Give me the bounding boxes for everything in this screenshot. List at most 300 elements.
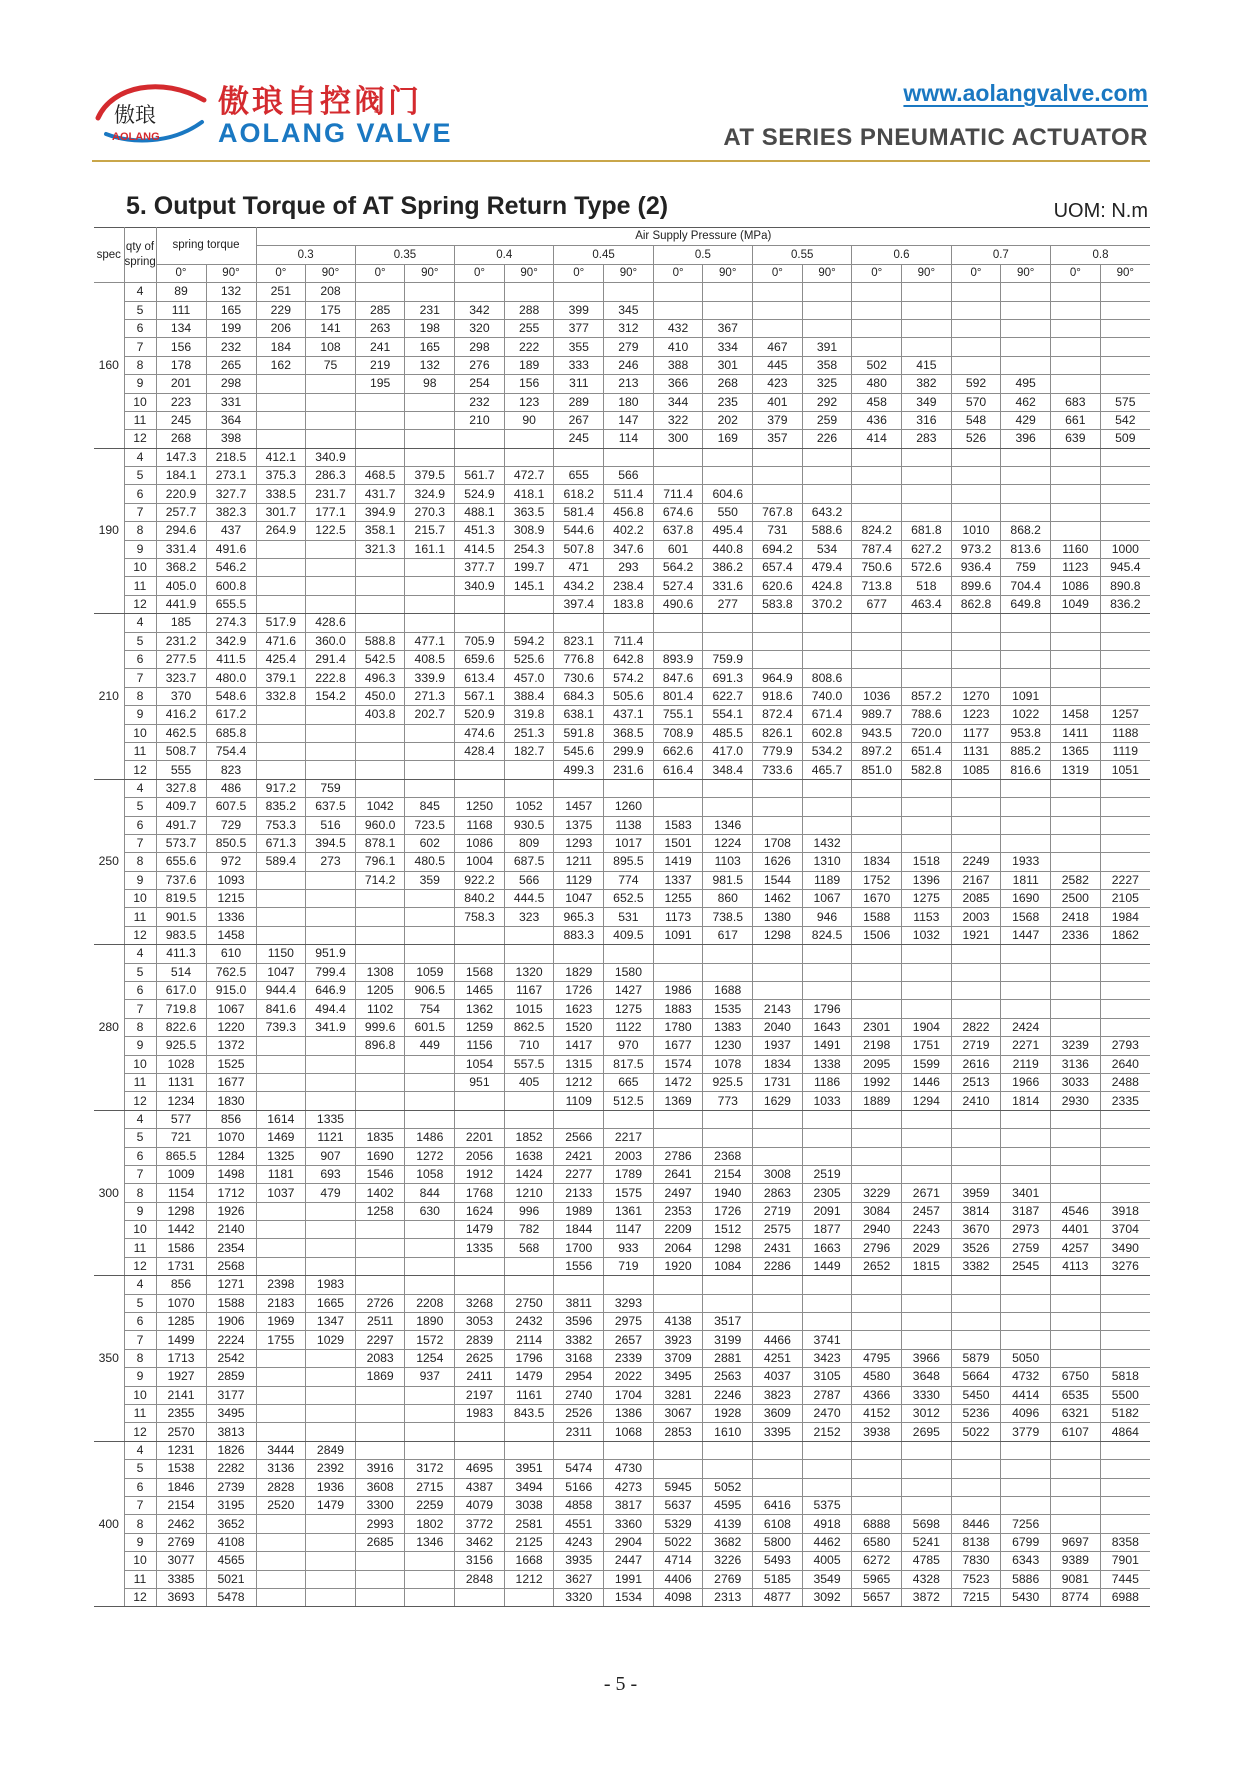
torque-cell: 3811 [554, 1294, 604, 1312]
torque-cell: 1904 [902, 1018, 952, 1036]
torque-cell: 2040 [753, 1018, 803, 1036]
torque-cell: 2152 [802, 1423, 852, 1441]
torque-cell: 156 [504, 375, 554, 393]
torque-cell: 5430 [1001, 1588, 1051, 1606]
table-row [94, 1331, 1150, 1349]
brand-name-chinese: 傲琅自控阀门 [218, 84, 422, 120]
torque-cell: 2095 [852, 1055, 902, 1073]
torque-cell [405, 283, 455, 301]
torque-cell [902, 1276, 952, 1294]
torque-cell: 4918 [802, 1515, 852, 1533]
torque-cell: 1442 [156, 1221, 206, 1239]
torque-cell: 534.2 [802, 742, 852, 760]
torque-cell: 1479 [306, 1496, 356, 1514]
torque-cell: 3281 [653, 1386, 703, 1404]
torque-cell: 1093 [206, 871, 256, 889]
torque-cell [504, 926, 554, 944]
torque-cell: 1335 [306, 1110, 356, 1128]
torque-cell [951, 1478, 1001, 1496]
torque-cell [902, 1460, 952, 1478]
torque-cell: 617.0 [156, 982, 206, 1000]
torque-cell: 1768 [455, 1184, 505, 1202]
torque-cell: 617 [703, 926, 753, 944]
torque-cell: 263 [355, 319, 405, 337]
qty-cell: 12 [124, 1092, 156, 1110]
torque-cell: 1989 [554, 1202, 604, 1220]
torque-cell: 755.1 [653, 706, 703, 724]
torque-cell [1100, 945, 1150, 963]
torque-cell [852, 1478, 902, 1496]
torque-cell: 2457 [902, 1202, 952, 1220]
torque-cell: 1372 [206, 1037, 256, 1055]
torque-cell: 3195 [206, 1496, 256, 1514]
torque-cell: 1498 [206, 1165, 256, 1183]
torque-cell [1051, 614, 1101, 632]
torque-cell [852, 945, 902, 963]
qty-cell: 5 [124, 1129, 156, 1147]
torque-cell: 1479 [504, 1368, 554, 1386]
torque-cell [753, 1110, 803, 1128]
torque-cell: 1147 [604, 1221, 654, 1239]
torque-cell: 862.8 [951, 595, 1001, 613]
torque-cell [1051, 1496, 1101, 1514]
torque-cell [306, 595, 356, 613]
torque-cell: 332.8 [256, 687, 306, 705]
torque-cell: 162 [256, 356, 306, 374]
torque-cell: 617.2 [206, 706, 256, 724]
torque-cell: 953.8 [1001, 724, 1051, 742]
torque-cell [653, 1110, 703, 1128]
qty-cell: 9 [124, 1037, 156, 1055]
torque-cell [504, 283, 554, 301]
torque-cell: 1670 [852, 890, 902, 908]
torque-cell: 665 [604, 1073, 654, 1091]
torque-cell: 4079 [455, 1496, 505, 1514]
torque-cell: 582.8 [902, 761, 952, 779]
torque-cell: 1826 [206, 1441, 256, 1459]
torque-cell: 2719 [951, 1037, 1001, 1055]
torque-cell: 762.5 [206, 963, 256, 981]
torque-cell [1051, 669, 1101, 687]
torque-cell: 169 [703, 430, 753, 448]
torque-cell: 274.3 [206, 614, 256, 632]
torque-cell: 5052 [703, 1478, 753, 1496]
torque-cell: 3444 [256, 1441, 306, 1459]
torque-cell [1001, 1460, 1051, 1478]
torque-cell: 348.4 [703, 761, 753, 779]
torque-cell [951, 1331, 1001, 1349]
torque-cell [405, 430, 455, 448]
torque-cell [306, 1423, 356, 1441]
torque-cell [455, 283, 505, 301]
torque-cell [455, 614, 505, 632]
torque-cell [355, 614, 405, 632]
torque-cell: 8774 [1051, 1588, 1101, 1606]
torque-cell [1001, 301, 1051, 319]
torque-cell: 199.7 [504, 559, 554, 577]
torque-cell [405, 926, 455, 944]
torque-cell: 2217 [604, 1129, 654, 1147]
torque-cell: 218.5 [206, 448, 256, 466]
torque-cell: 340.9 [455, 577, 505, 595]
torque-cell: 1068 [604, 1423, 654, 1441]
torque-cell [1001, 1331, 1051, 1349]
torque-cell [1100, 650, 1150, 668]
torque-cell: 405.0 [156, 577, 206, 595]
torque-cell [802, 816, 852, 834]
torque-cell [306, 1037, 356, 1055]
torque-cell: 4152 [852, 1405, 902, 1423]
torque-cell [653, 301, 703, 319]
torque-cell: 1479 [455, 1221, 505, 1239]
torque-cell [703, 1294, 753, 1312]
torque-cell [256, 1588, 306, 1606]
torque-cell: 177.1 [306, 503, 356, 521]
spec-cell: 210 [94, 614, 124, 780]
torque-cell: 1983 [306, 1276, 356, 1294]
table-row [94, 926, 1150, 944]
torque-cell: 4387 [455, 1478, 505, 1496]
torque-cell: 232 [455, 393, 505, 411]
torque-cell [852, 1129, 902, 1147]
torque-cell [306, 1055, 356, 1073]
pressure-header-cell: 0.8 [1051, 246, 1151, 264]
qty-cell: 10 [124, 724, 156, 742]
torque-cell [355, 1441, 405, 1459]
torque-cell: 1677 [206, 1073, 256, 1091]
torque-cell [455, 1092, 505, 1110]
angle-header-cell: 0° [951, 264, 1001, 282]
torque-cell: 3916 [355, 1460, 405, 1478]
torque-cell [852, 963, 902, 981]
torque-cell [405, 1221, 455, 1239]
torque-cell: 1469 [256, 1129, 306, 1147]
torque-cell: 1966 [1001, 1073, 1051, 1091]
torque-cell: 7830 [951, 1552, 1001, 1570]
torque-cell: 301.7 [256, 503, 306, 521]
qty-cell: 9 [124, 375, 156, 393]
table-row [94, 706, 1150, 724]
torque-cell: 2769 [703, 1570, 753, 1588]
torque-cell: 183.8 [604, 595, 654, 613]
torque-cell: 273.1 [206, 467, 256, 485]
torque-cell: 759 [1001, 559, 1051, 577]
torque-cell: 5021 [206, 1570, 256, 1588]
torque-cell [653, 1276, 703, 1294]
torque-cell: 6799 [1001, 1533, 1051, 1551]
torque-cell: 1446 [902, 1073, 952, 1091]
torque-cell [1100, 467, 1150, 485]
torque-cell: 468.5 [355, 467, 405, 485]
torque-cell: 423 [753, 375, 803, 393]
torque-cell: 409.5 [604, 926, 654, 944]
torque-cell: 441.9 [156, 595, 206, 613]
table-row [94, 853, 1150, 871]
torque-cell: 1937 [753, 1037, 803, 1055]
torque-cell: 2227 [1100, 871, 1150, 889]
torque-cell [504, 1092, 554, 1110]
torque-cell [1100, 1276, 1150, 1294]
qty-cell: 9 [124, 1202, 156, 1220]
torque-cell: 899.6 [951, 577, 1001, 595]
torque-cell: 1688 [703, 982, 753, 1000]
torque-cell: 1365 [1051, 742, 1101, 760]
torque-cell: 2029 [902, 1239, 952, 1257]
torque-cell [306, 1073, 356, 1091]
torque-cell: 1059 [405, 963, 455, 981]
torque-cell: 1626 [753, 853, 803, 871]
table-body [94, 283, 1150, 1607]
air-pressure-header: Air Supply Pressure (MPa) [256, 228, 1150, 246]
torque-cell: 2064 [653, 1239, 703, 1257]
torque-cell: 1386 [604, 1405, 654, 1423]
torque-cell: 3596 [554, 1313, 604, 1331]
torque-cell: 2297 [355, 1331, 405, 1349]
torque-cell: 2056 [455, 1147, 505, 1165]
qty-cell: 11 [124, 908, 156, 926]
torque-cell: 759.9 [703, 650, 753, 668]
torque-cell: 3938 [852, 1423, 902, 1441]
torque-cell: 731 [753, 522, 803, 540]
torque-cell [1001, 467, 1051, 485]
angle-header-cell: 0° [852, 264, 902, 282]
torque-cell: 3494 [504, 1478, 554, 1496]
torque-cell: 801.4 [653, 687, 703, 705]
torque-cell: 210 [455, 411, 505, 429]
torque-cell: 826.1 [753, 724, 803, 742]
torque-cell: 918.6 [753, 687, 803, 705]
torque-cell: 1383 [703, 1018, 753, 1036]
torque-cell: 3084 [852, 1202, 902, 1220]
torque-cell: 4730 [604, 1460, 654, 1478]
torque-cell [355, 430, 405, 448]
torque-cell: 6272 [852, 1552, 902, 1570]
torque-cell [1100, 1441, 1150, 1459]
torque-cell: 2975 [604, 1313, 654, 1331]
torque-cell: 5965 [852, 1570, 902, 1588]
torque-cell [653, 1441, 703, 1459]
torque-cell: 1599 [902, 1055, 952, 1073]
torque-cell [355, 1239, 405, 1257]
torque-cell [1001, 448, 1051, 466]
torque-cell: 531 [604, 908, 654, 926]
torque-cell: 4406 [653, 1570, 703, 1588]
torque-cell: 238.4 [604, 577, 654, 595]
torque-cell [951, 650, 1001, 668]
torque-cell: 4466 [753, 1331, 803, 1349]
torque-cell [902, 503, 952, 521]
torque-cell: 480.0 [206, 669, 256, 687]
torque-cell: 1424 [504, 1165, 554, 1183]
torque-cell: 1883 [653, 1000, 703, 1018]
torque-cell [256, 393, 306, 411]
torque-cell [256, 1368, 306, 1386]
torque-cell [1051, 1129, 1101, 1147]
torque-cell: 773 [703, 1092, 753, 1110]
torque-cell: 5879 [951, 1349, 1001, 1367]
website-link[interactable]: www.aolangvalve.com [903, 80, 1148, 106]
torque-cell: 655.5 [206, 595, 256, 613]
table-row [94, 614, 1150, 632]
torque-cell [256, 761, 306, 779]
torque-cell [355, 1073, 405, 1091]
torque-cell: 607.5 [206, 798, 256, 816]
torque-cell: 411.3 [156, 945, 206, 963]
torque-cell: 808.6 [802, 669, 852, 687]
torque-cell: 627.2 [902, 540, 952, 558]
torque-cell: 970 [604, 1037, 654, 1055]
torque-cell: 1224 [703, 834, 753, 852]
torque-cell: 546.2 [206, 559, 256, 577]
qty-cell: 4 [124, 448, 156, 466]
torque-cell: 5493 [753, 1552, 803, 1570]
table-row [94, 1588, 1150, 1606]
torque-cell [1051, 356, 1101, 374]
torque-cell: 3276 [1100, 1257, 1150, 1275]
torque-cell: 604.6 [703, 485, 753, 503]
torque-cell: 388.4 [504, 687, 554, 705]
torque-cell: 2271 [1001, 1037, 1051, 1055]
torque-cell: 5375 [802, 1496, 852, 1514]
torque-cell: 408.5 [405, 650, 455, 668]
torque-cell: 3092 [802, 1588, 852, 1606]
torque-cell: 564.2 [653, 559, 703, 577]
torque-cell: 289 [554, 393, 604, 411]
torque-cell: 649.8 [1001, 595, 1051, 613]
torque-cell: 862.5 [504, 1018, 554, 1036]
torque-cell: 844 [405, 1184, 455, 1202]
torque-cell [902, 632, 952, 650]
torque-cell: 1921 [951, 926, 1001, 944]
torque-cell [852, 632, 902, 650]
torque-cell [753, 1129, 803, 1147]
torque-cell: 1638 [504, 1147, 554, 1165]
torque-cell: 9081 [1051, 1570, 1101, 1588]
torque-cell: 1047 [554, 890, 604, 908]
torque-cell: 1920 [653, 1257, 703, 1275]
torque-cell: 1078 [703, 1055, 753, 1073]
torque-cell: 4695 [455, 1460, 505, 1478]
torque-cell: 6888 [852, 1515, 902, 1533]
torque-cell: 6108 [753, 1515, 803, 1533]
torque-cell [355, 1386, 405, 1404]
torque-cell [1051, 834, 1101, 852]
torque-cell: 399 [554, 301, 604, 319]
torque-cell: 456.8 [604, 503, 654, 521]
torque-cell: 1726 [703, 1202, 753, 1220]
torque-cell: 662.6 [653, 742, 703, 760]
torque-cell: 9389 [1051, 1552, 1101, 1570]
table-row [94, 577, 1150, 595]
torque-cell: 6416 [753, 1496, 803, 1514]
torque-cell: 1254 [405, 1349, 455, 1367]
torque-cell: 2715 [405, 1478, 455, 1496]
torque-cell: 1336 [206, 908, 256, 926]
table-row [94, 522, 1150, 540]
torque-cell: 5945 [653, 1478, 703, 1496]
qty-cell: 7 [124, 1331, 156, 1349]
torque-cell: 1052 [504, 798, 554, 816]
torque-cell: 507.8 [554, 540, 604, 558]
torque-cell: 414.5 [455, 540, 505, 558]
torque-cell: 3385 [156, 1570, 206, 1588]
torque-cell [1001, 816, 1051, 834]
torque-cell: 219 [355, 356, 405, 374]
torque-cell: 4328 [902, 1570, 952, 1588]
torque-cell [256, 1552, 306, 1570]
torque-cell: 550 [703, 503, 753, 521]
torque-cell: 4005 [802, 1552, 852, 1570]
torque-cell: 444.5 [504, 890, 554, 908]
torque-cell: 2311 [554, 1423, 604, 1441]
torque-cell [455, 448, 505, 466]
torque-cell: 277.5 [156, 650, 206, 668]
torque-cell: 316 [902, 411, 952, 429]
table-row [94, 1460, 1150, 1478]
table-row [94, 834, 1150, 852]
torque-cell: 1588 [852, 908, 902, 926]
torque-cell: 1129 [554, 871, 604, 889]
torque-cell [951, 1147, 1001, 1165]
torque-cell: 542.5 [355, 650, 405, 668]
table-row [94, 687, 1150, 705]
qty-cell: 8 [124, 1515, 156, 1533]
torque-cell: 4098 [653, 1588, 703, 1606]
torque-cell: 753.3 [256, 816, 306, 834]
table-row [94, 1037, 1150, 1055]
torque-cell: 845 [405, 798, 455, 816]
torque-cell [902, 834, 952, 852]
torque-cell: 324.9 [405, 485, 455, 503]
torque-cell: 1255 [653, 890, 703, 908]
torque-cell: 391 [802, 338, 852, 356]
torque-cell: 809 [504, 834, 554, 852]
torque-cell [802, 1313, 852, 1331]
torque-cell: 2431 [753, 1239, 803, 1257]
torque-cell [802, 1129, 852, 1147]
torque-cell [405, 742, 455, 760]
torque-cell [306, 1533, 356, 1551]
torque-cell: 843.5 [504, 1405, 554, 1423]
torque-cell: 1298 [156, 1202, 206, 1220]
torque-cell: 1538 [156, 1460, 206, 1478]
torque-cell: 2091 [802, 1202, 852, 1220]
torque-cell [306, 1202, 356, 1220]
angle-header-cell: 90° [306, 264, 356, 282]
torque-cell: 1623 [554, 1000, 604, 1018]
torque-cell: 89 [156, 283, 206, 301]
torque-cell: 414 [852, 430, 902, 448]
torque-cell: 1212 [504, 1570, 554, 1588]
torque-cell: 3813 [206, 1423, 256, 1441]
table-row [94, 1570, 1150, 1588]
torque-cell: 835.2 [256, 798, 306, 816]
torque-cell [355, 559, 405, 577]
torque-cell: 618.2 [554, 485, 604, 503]
qty-cell: 6 [124, 1478, 156, 1496]
torque-cell [1051, 1460, 1101, 1478]
torque-cell [653, 614, 703, 632]
torque-cell: 411.5 [206, 650, 256, 668]
torque-cell: 3682 [703, 1533, 753, 1551]
torque-cell [455, 430, 505, 448]
table-row [94, 1018, 1150, 1036]
torque-cell: 1298 [703, 1239, 753, 1257]
torque-cell [902, 319, 952, 337]
qty-cell: 4 [124, 1276, 156, 1294]
torque-cell: 1084 [703, 1257, 753, 1275]
torque-cell [1051, 1441, 1101, 1459]
